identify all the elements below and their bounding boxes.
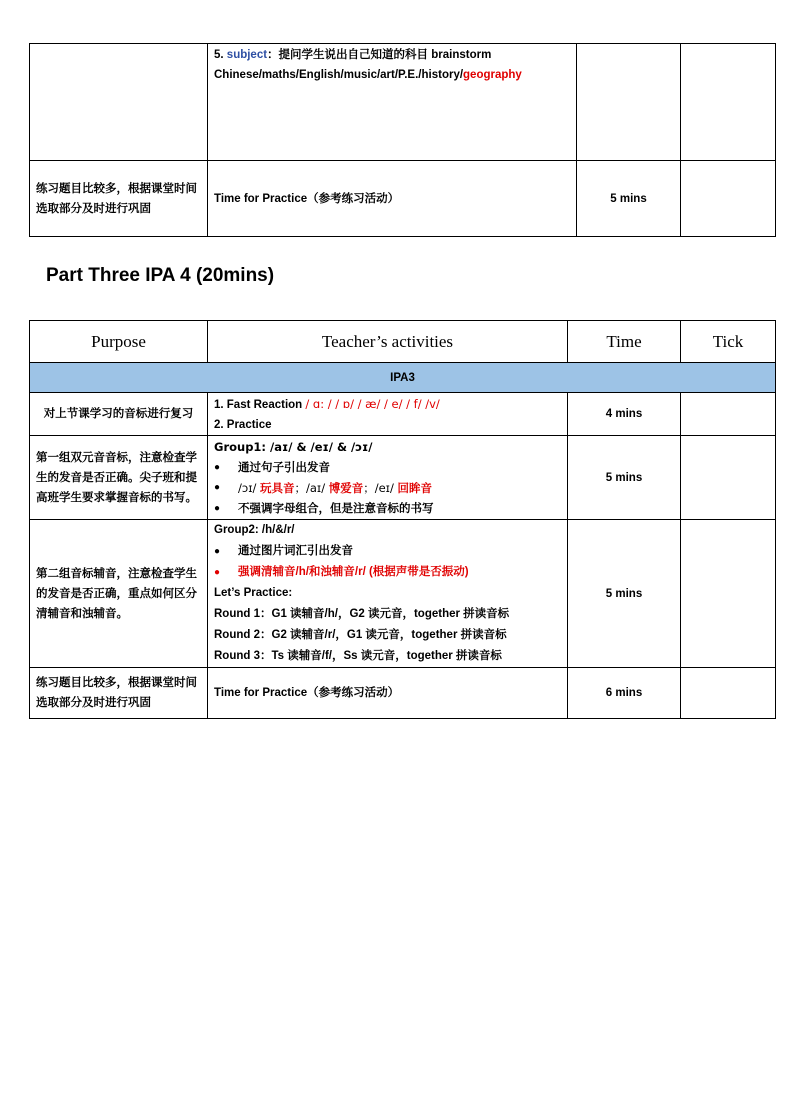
- time-cell: 6 mins: [568, 668, 681, 719]
- header-activities: Teacher’s activities: [208, 321, 568, 363]
- section-title: Part Three IPA 4 (20mins): [46, 265, 275, 286]
- subject-highlight: geography: [463, 69, 522, 81]
- tick-cell: [681, 161, 776, 237]
- round-item: Round 1：G1 读辅音/h/，G2 读元音，together 拼读音标: [214, 608, 510, 620]
- fast-reaction-ipa: / ɑ: / / ɒ/ / æ/ / e/ / f/ /v/: [305, 396, 440, 411]
- practice-label: 2. Practice: [214, 418, 272, 431]
- subject-list: Chinese/maths/English/music/art/P.E./history/: [214, 69, 464, 81]
- time-cell: 5 mins: [568, 520, 681, 668]
- list-item: ● 通过图片词汇引出发音: [214, 541, 561, 562]
- list-item: ● 通过句子引出发音: [214, 458, 561, 478]
- header-row: [30, 321, 776, 363]
- activity-cell: [208, 44, 577, 161]
- header-tick: Tick: [681, 321, 776, 363]
- section-row: [30, 363, 776, 393]
- purpose-cell: 第二组音标辅音，注意检查学生的发音是否正确，重点如何区分清辅音和浊辅音。: [30, 520, 208, 668]
- time-cell: 4 mins: [568, 393, 681, 436]
- section-label: IPA3: [30, 363, 776, 393]
- keyword: subject: [226, 49, 268, 61]
- activity-cell: [208, 393, 568, 436]
- activity-cell: [208, 520, 568, 668]
- purpose-cell: 练习题目比较多，根据课堂时间选取部分及时进行巩固: [30, 161, 208, 237]
- group-title: Group1: /aɪ/ & /eɪ/ & /ɔɪ/: [214, 439, 373, 454]
- list-item: ● 强调清辅音/h/和浊辅音/r/ (根据声带是否振动): [214, 562, 561, 583]
- header-time: Time: [568, 321, 681, 363]
- time-cell: 5 mins: [568, 436, 681, 520]
- activity-cell: Time for Practice（参考练习活动）: [208, 668, 568, 719]
- table-row: [30, 44, 776, 161]
- header-purpose: Purpose: [30, 321, 208, 363]
- table-row: [30, 520, 776, 668]
- tick-cell: [681, 520, 776, 668]
- table-row: [30, 668, 776, 719]
- list-item: ● 不强调字母组合，但是注意音标的书写: [214, 499, 561, 519]
- list-item: ● /ɔɪ/ 玩具音；/aɪ/ 博爱音；/eɪ/ 回眸音: [214, 478, 561, 499]
- tick-cell: [681, 436, 776, 520]
- time-cell: 5 mins: [577, 161, 681, 237]
- activity-cell: Time for Practice（参考练习活动）: [208, 161, 577, 237]
- fast-reaction-label: 1. Fast Reaction: [214, 398, 306, 411]
- practice-heading: Let’s Practice:: [214, 587, 293, 599]
- lesson-table-part-three: [29, 320, 776, 719]
- purpose-cell: 练习题目比较多，根据课堂时间选取部分及时进行巩固: [30, 668, 208, 719]
- tick-cell: [681, 44, 776, 161]
- group-title: Group2: /h/&/r/: [214, 524, 295, 536]
- time-cell: [577, 44, 681, 161]
- activity-cell: [208, 436, 568, 520]
- item-instruction: ：提问学生说出自己知道的科目 brainstorm: [267, 49, 492, 61]
- table-row: [30, 161, 776, 237]
- item-number: 5.: [214, 49, 227, 61]
- round-item: Round 2：G2 读辅音/r/，G1 读元音，together 拼读音标: [214, 629, 507, 641]
- round-item: Round 3：Ts 读辅音/f/，Ss 读元音，together 拼读音标: [214, 650, 502, 662]
- lesson-table-part-two: [29, 43, 776, 237]
- purpose-cell: [30, 44, 208, 161]
- table-row: [30, 393, 776, 436]
- tick-cell: [681, 393, 776, 436]
- purpose-cell: 第一组双元音音标，注意检查学生的发音是否正确。尖子班和提高班学生要求掌握音标的书写。: [30, 436, 208, 520]
- table-row: [30, 436, 776, 520]
- tick-cell: [681, 668, 776, 719]
- purpose-cell: 对上节课学习的音标进行复习: [30, 393, 208, 436]
